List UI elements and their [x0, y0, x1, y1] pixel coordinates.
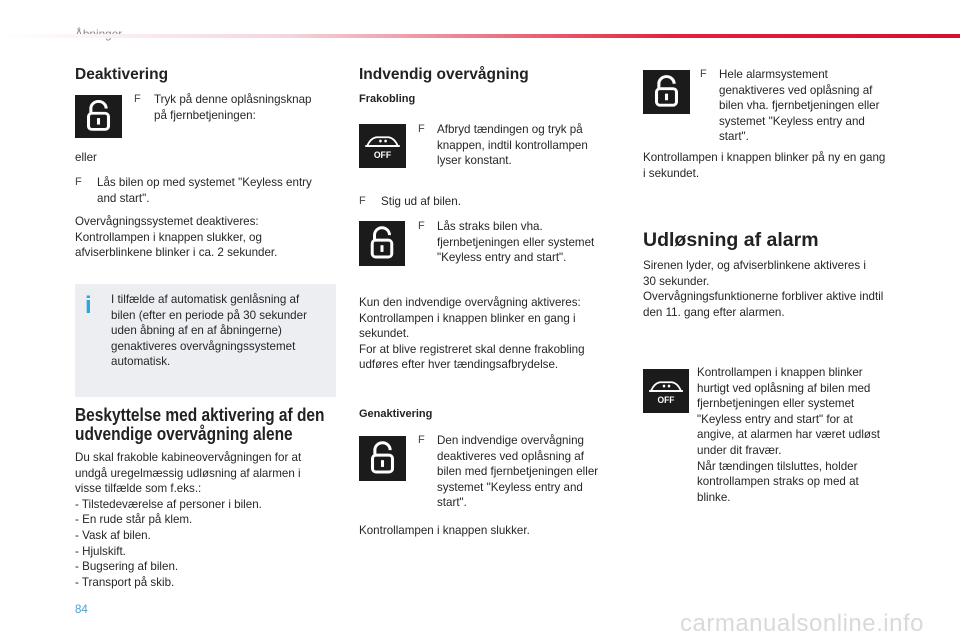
genaktivering-paragraph: Kontrollampen i knappen slukker. [359, 524, 530, 537]
beskyttelse-heading: Beskyttelse med aktivering af den udvendige overvågning alene [75, 405, 325, 444]
car-off-button-icon [359, 124, 406, 168]
genaktivering-step-1: Den indvendige overvågning deaktiveres ved oplåsning af bilen med fjernbetjeningen eller systemet "Keyless entry and start". [437, 434, 599, 510]
bullet-marker: F [700, 68, 707, 80]
frakobling-step-3: Lås straks bilen vha. fjernbetjeningen eller systemet "Keyless entry and start". [437, 220, 595, 265]
car-off-button-icon [643, 369, 689, 413]
deaktivering-step-1: Tryk på denne oplåsningsknap på fjernbetjeningen: [154, 93, 312, 122]
beskyttelse-paragraph: Du skal frakoble kabineovervågningen for at undgå uregelmæssig udløsning af alarmen i visse tilfælde som f.eks.: - Tilstedeværelse af personer i bilen. - En rude står på klem. - Vask af bilen. - Hjulskift. - Bugsering af bilen. - Transport på skib. [75, 451, 302, 589]
off-label: OFF [657, 394, 675, 406]
udlosning-heading: Udløsning af alarm [643, 229, 819, 251]
udlosning-icon-text: Kontrollampen i knappen blinker hurtigt ved oplåsning af bilen med fjernbetjeningen eller systemet "Keyless entry and start" for at angive, at alarmen har været udløst under dit fravær. Når tændingen tilsluttes, holder kontrollampen straks op med at blinke. [697, 366, 881, 504]
off-label: OFF [373, 149, 392, 161]
deaktivering-paragraph: Overvågningssystemet deaktiveres: Kontrollampen i knappen slukker, og afviserblinkene blinker i ca. 2 sekunder. [75, 215, 278, 260]
lock-button-icon [359, 221, 405, 266]
unlock-button-icon [643, 70, 690, 114]
chapter-accent-bar [0, 34, 960, 38]
indvendig-heading: Indvendig overvågning [359, 66, 529, 83]
info-icon: i [85, 292, 92, 319]
page-number: 84 [75, 604, 88, 616]
genaktivering-full-step: Hele alarmsystement genaktiveres ved oplåsning af bilen vha. fjernbetjeningen eller systemet "Keyless entry and start". [719, 68, 880, 144]
or-text: eller [75, 151, 97, 164]
genaktivering-subheading: Genaktivering [359, 408, 433, 420]
bullet-marker: F [359, 195, 366, 207]
frakobling-step-2: Stig ud af bilen. [381, 195, 461, 208]
col3-paragraph-1: Kontrollampen i knappen blinker på ny en gang i sekundet. [643, 151, 886, 180]
deaktivering-step-2: Lås bilen op med systemet "Keyless entry and start". [97, 176, 312, 205]
bullet-marker: F [75, 176, 82, 188]
unlock-button-icon [75, 95, 122, 138]
deaktivering-heading: Deaktivering [75, 66, 169, 83]
bullet-marker: F [418, 123, 425, 135]
unlock-button-icon [359, 436, 406, 481]
frakobling-paragraph: Kun den indvendige overvågning aktiveres: Kontrollampen i knappen blinker en gang i sekundet. For at blive registreret skal denne frakobling udføres efter hver tændingsafbrydelse. [359, 296, 585, 372]
frakobling-step-1: Afbryd tændingen og tryk på knappen, indtil kontrollampen lyser konstant. [437, 123, 588, 168]
bullet-marker: F [418, 220, 425, 232]
info-note-text: I tilfælde af automatisk genlåsning af bilen (efter en periode på 30 sekunder uden åbning af en af åbningerne) genaktiveres overvågningssystemet automatisk. [111, 293, 307, 369]
info-note-box [75, 284, 336, 397]
watermark: carmanualsonline.info [680, 610, 924, 637]
bullet-marker: F [134, 93, 141, 105]
frakobling-subheading: Frakobling [359, 93, 416, 105]
bullet-marker: F [418, 434, 425, 446]
udlosning-paragraph: Sirenen lyder, og afviserblinkene aktiveres i 30 sekunder. Overvågningsfunktionerne forbliver aktive indtil den 11. gang efter alarmen. [643, 259, 884, 319]
